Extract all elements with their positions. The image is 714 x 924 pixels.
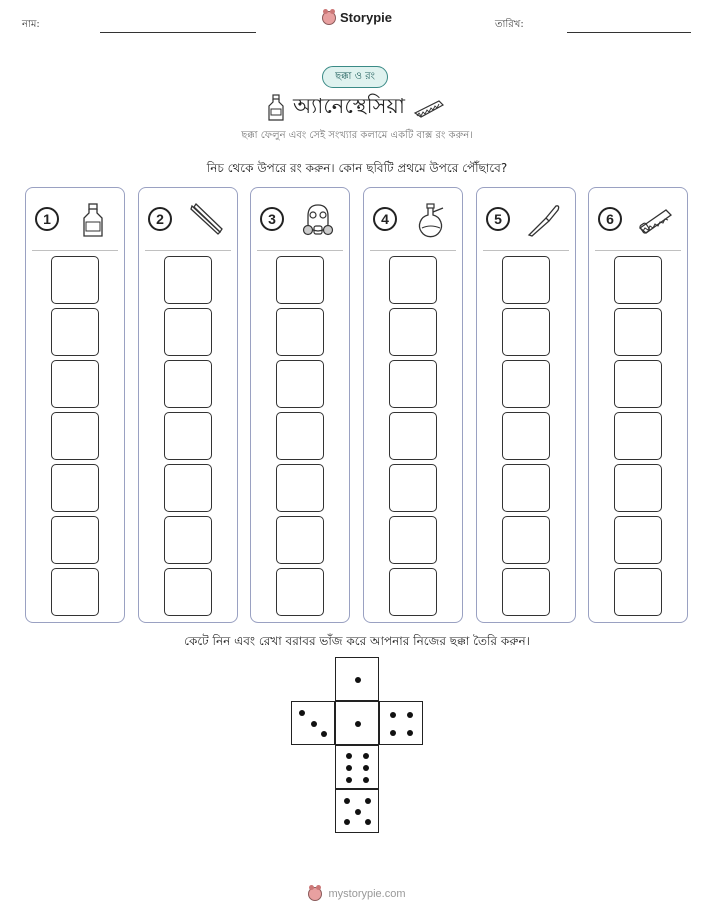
column-divider (32, 250, 118, 251)
color-box[interactable] (51, 516, 99, 564)
color-box[interactable] (164, 516, 212, 564)
pip (407, 730, 413, 736)
pip (344, 819, 350, 825)
color-box[interactable] (614, 256, 662, 304)
color-box[interactable] (164, 360, 212, 408)
die-face-three (291, 701, 335, 745)
pip (365, 798, 371, 804)
color-box[interactable] (51, 308, 99, 356)
color-box[interactable] (276, 412, 324, 460)
medicine-bottle-icon (75, 202, 111, 238)
color-box[interactable] (389, 360, 437, 408)
die-face-six (335, 745, 379, 789)
page-title: অ্যানেস্থেসিয়া (292, 94, 406, 118)
pip (363, 765, 369, 771)
pip (355, 809, 361, 815)
column-header (35, 202, 117, 240)
brand-name: Storypie (339, 10, 392, 25)
title-row (0, 90, 714, 125)
pip (363, 753, 369, 759)
bottle-icon (267, 94, 285, 122)
color-box[interactable] (276, 568, 324, 616)
pip (346, 753, 352, 759)
number-circle: 1 (35, 207, 59, 231)
color-box[interactable] (164, 464, 212, 512)
date-line (567, 32, 691, 33)
number-circle: 6 (598, 207, 622, 231)
die-face-one-center (335, 701, 379, 745)
color-box[interactable] (51, 464, 99, 512)
number-circle: 2 (148, 207, 172, 231)
column-2 (138, 187, 238, 623)
color-box[interactable] (614, 308, 662, 356)
color-box[interactable] (502, 412, 550, 460)
color-box[interactable] (276, 360, 324, 408)
column-header (373, 202, 455, 240)
color-box[interactable] (51, 568, 99, 616)
number-circle: 3 (260, 207, 284, 231)
question-text: নিচ থেকে উপরে রং করুন। কোন ছবিটি প্রথমে উপরে পৌঁছাবে? (206, 161, 508, 175)
pip (407, 712, 413, 718)
pip (365, 819, 371, 825)
bear-icon (308, 887, 322, 901)
column-divider (595, 250, 681, 251)
color-box[interactable] (276, 516, 324, 564)
pip (363, 777, 369, 783)
pip (390, 730, 396, 736)
pip (355, 677, 361, 683)
column-divider (145, 250, 231, 251)
color-box[interactable] (502, 308, 550, 356)
footer (0, 887, 714, 901)
round-flask-icon (413, 202, 449, 238)
scalpel-icon (526, 202, 562, 238)
color-box[interactable] (276, 308, 324, 356)
column-5 (476, 187, 576, 623)
column-6 (588, 187, 688, 623)
color-box[interactable] (51, 256, 99, 304)
column-4 (363, 187, 463, 623)
brand-logo (0, 10, 714, 25)
number-circle: 5 (486, 207, 510, 231)
color-box[interactable] (164, 256, 212, 304)
gas-mask-icon (300, 202, 336, 238)
pip (311, 721, 317, 727)
column-divider (483, 250, 569, 251)
color-box[interactable] (276, 464, 324, 512)
die-face-five (335, 789, 379, 833)
pip (321, 731, 327, 737)
pip (299, 710, 305, 716)
color-box[interactable] (276, 256, 324, 304)
bone-saw-icon (638, 202, 674, 238)
cut-instructions: কেটে নিন এবং রেখা বরাবর ভাঁজ করে আপনার নিজের ছক্কা তৈরি করুন। (184, 634, 530, 648)
column-3 (250, 187, 350, 623)
color-box[interactable] (164, 412, 212, 460)
column-divider (370, 250, 456, 251)
bear-icon (322, 11, 336, 25)
color-box[interactable] (502, 516, 550, 564)
color-box[interactable] (502, 256, 550, 304)
color-box[interactable] (614, 464, 662, 512)
color-box[interactable] (389, 308, 437, 356)
column-header (598, 202, 680, 240)
color-box[interactable] (614, 360, 662, 408)
pip (346, 765, 352, 771)
pip (355, 721, 361, 727)
color-box[interactable] (164, 568, 212, 616)
column-1 (25, 187, 125, 623)
pip (390, 712, 396, 718)
color-box[interactable] (51, 412, 99, 460)
color-box[interactable] (389, 256, 437, 304)
saw-icon (413, 97, 447, 119)
pip (344, 798, 350, 804)
die-face-four (379, 701, 423, 745)
category-badge: ছক্কা ও রং (322, 66, 388, 88)
color-box[interactable] (502, 464, 550, 512)
color-box[interactable] (51, 360, 99, 408)
color-box[interactable] (164, 308, 212, 356)
pip (346, 777, 352, 783)
color-box[interactable] (389, 464, 437, 512)
column-header (260, 202, 342, 240)
color-box[interactable] (502, 568, 550, 616)
number-circle: 4 (373, 207, 397, 231)
die-face-one-top (335, 657, 379, 701)
footer-url[interactable]: mystorypie.com (328, 888, 406, 900)
color-box[interactable] (614, 412, 662, 460)
tweezers-icon (188, 202, 224, 238)
color-box[interactable] (614, 568, 662, 616)
color-box[interactable] (389, 516, 437, 564)
color-box[interactable] (389, 412, 437, 460)
name-label: নাম: (22, 19, 40, 30)
date-label: তারিখ: (495, 19, 524, 30)
column-header (486, 202, 568, 240)
color-box[interactable] (614, 516, 662, 564)
name-line (100, 32, 256, 33)
column-header (148, 202, 230, 240)
instruction-subtitle: ছক্কা ফেলুন এবং সেই সংখ্যার কলামে একটি বাক্স রং করুন। (241, 130, 473, 141)
column-divider (257, 250, 343, 251)
color-box[interactable] (389, 568, 437, 616)
color-box[interactable] (502, 360, 550, 408)
